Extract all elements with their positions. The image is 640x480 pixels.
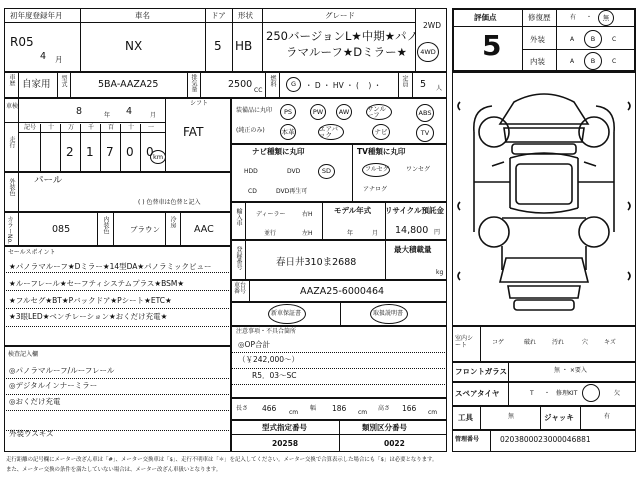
mileage-digit-1: 1 [86,145,94,159]
model-code: 5BA-AAZA25 [98,79,159,90]
ac: AAC [194,224,214,235]
chassis-label: 車台番号 [234,282,247,295]
ext-grade-label: 外装 [530,35,545,44]
plate-number: 春日井310ま2688 [276,257,357,268]
mileage-unit-0: 記号 [24,124,37,131]
recycle-label: リサイクル預託金 [385,206,444,215]
mileage-unit-2: 万 [68,124,75,131]
mileage-unit-5: 十 [128,124,135,131]
equip-aw: AW [336,104,352,120]
model-year-month: 月 [372,230,379,237]
width: 186 [332,404,347,413]
fuel-g-circled: G [286,77,301,92]
car-usage: 自家用 [22,79,51,90]
sheet-scratch: キズ [604,339,616,346]
import-right: 右H [302,211,313,218]
grade-line2: ラマルーフ★Dミラー★ [286,45,407,59]
score-label: 評価点 [474,13,497,22]
notes-line-0: ◎OP合計 [238,340,270,349]
fuel-options: ・ D ・ HV ・ ( ) ・ [305,81,382,90]
length-unit: cm [289,409,299,416]
spare-kit: 修理KIT [556,390,578,397]
interior-color: ブラウン [130,225,160,234]
sales-line-2: ★フルセグ★BT★Pバックドア★Pシート★ETC★ [9,296,172,305]
shift: FAT [183,125,204,139]
tv-analog: アナログ [363,186,388,193]
recycle-amount: 14,800 [395,225,429,236]
car-diagram [452,72,636,326]
inspector-line-0: ◎パノラマルーフ/ルーフレール [9,366,115,375]
footer-line2: また、メーター交換の条件を満たしていない場合は、メーター改ざん車扱いとなります。 [6,467,222,473]
sheet-hole: 穴 [582,339,589,346]
notes-line-2: R5．03～SC [252,371,297,380]
sales-line-0: ★パノラマルーフ★Dミラー★14型DA★パノラミックビュー [9,262,212,271]
ext-a: A [570,36,575,43]
mileage-digit-0: 2 [66,145,74,159]
spare-label: スペアタイヤ [455,389,500,398]
inspection-month-unit: 月 [150,112,157,119]
repair-label: 修復歴 [528,13,551,22]
shift-label: シフト [190,100,209,107]
import-parallel: 並行 [264,230,277,237]
ext-c: C [612,36,617,43]
tv-oneseg: ワンセグ [406,166,431,173]
mileage-unit-3: 千 [88,124,95,131]
mgmt-number: 0203800023000046881 [500,435,591,444]
int-grade-label: 内装 [530,57,545,66]
spare-kit-circled [582,384,600,402]
car-name: NX [125,39,143,53]
length-label: 長さ [236,405,249,412]
sheet-stain: 汚れ [552,339,565,346]
capacity-unit: 人 [436,85,443,92]
exterior-color: パール [34,175,63,186]
color-code-label: カラーNo. [6,216,13,244]
tv-label: TV種類に丸印 [357,147,406,156]
jack-value: 有 [604,413,611,420]
equipment-label: 装備品に丸印 [236,107,273,114]
mileage-unit-4: 百 [108,124,115,131]
equip-leather: 本革 [280,124,296,140]
int-a: A [570,58,575,65]
mileage-digit-3: 0 [126,145,134,159]
spare-missing: 欠 [614,390,621,397]
sales-line-3: ★3眼LED★ベンチレーション★おくだけ充電★ [9,312,168,321]
grade-label: グレード [325,11,355,20]
inspection-year: 8 [76,106,83,117]
interior-color-label: 内装色 [102,216,109,234]
sales-line-1: ★ルーフレール★セーフティシステムプラス★BSM★ [9,279,185,288]
sheet-tear: 破れ [524,339,537,346]
sheet-burn: コゲ [492,339,505,346]
inspection-label: 車検 [6,103,19,110]
notes-label: 注意事項・不具合箇所 [236,328,297,335]
equip-abs: ABS [416,104,434,122]
mileage-digit-2: 7 [106,145,114,159]
inspector-line-1: ◎デジタルインナーミラー [9,381,98,390]
interior-sheet-label: 室内シート [455,335,474,350]
navi-dvd: DVD [287,168,301,175]
length: 466 [262,404,277,413]
equip-navi: ナビ [372,124,390,140]
height-unit: cm [428,409,438,416]
equip-tv: TV [416,124,434,142]
max-load-label: 最大積載量 [394,245,432,254]
car-usage-label: 車歴 [8,74,15,86]
footer-line1: 走行距離の記号欄にメーター改ざん車は「#」、メーター交換車は「$」、走行不明車は「＊」を記入してください。メーター交換で合算表示した場合にも「$」は必要となります。 [6,457,438,463]
reg-month-unit: 月 [55,55,63,64]
reg-month: 4 [40,51,47,62]
displacement: 2500 [228,79,253,90]
repair-no-circled: 無 [598,10,614,26]
model-year-year: 年 [347,230,354,237]
capacity-label: 定員 [401,75,408,87]
equipment-sub: (純正のみ) [236,127,265,134]
name-label: 車名 [135,11,150,20]
tv-fullseg: フルセグ [365,166,389,173]
four-wd-circled: 4WD [417,42,439,62]
inspector-exterior: 外装ウスキズ [9,429,54,438]
mileage-digit-4: 0 [146,145,154,159]
designation-label: 型式指定番号 [262,423,307,432]
reg-year-label: 初年度登録年月 [10,11,63,20]
grade-line1: 250バージョンL★中期★パノ [266,29,419,43]
import-left: 左H [302,230,313,237]
km-circled: km [150,150,166,164]
navi-hdd: HDD [244,168,258,175]
height: 166 [402,404,417,413]
spare-sep1: ・ [544,390,551,397]
shape: HB [235,39,253,53]
navi-cd: CD [248,188,257,195]
class-label: 類別区分番号 [362,423,407,432]
mileage-unit-1: 十 [48,124,55,131]
equip-sunroof: サンルーフ [366,104,392,120]
height-label: 高さ [378,405,391,412]
tools-value: 無 [508,413,515,420]
ac-label: 冷房 [169,216,176,228]
jack-label: ジャッキ [544,413,574,422]
inspection-year-unit: 年 [104,112,111,119]
tools-label: 工具 [458,413,473,422]
navi-label: ナビ種類に丸印 [252,147,305,156]
mgmt-label: 管理番号 [455,436,480,443]
navi-dvd-play: DVD再生可 [276,188,308,195]
doors: 5 [214,39,222,53]
spare-t: T [530,390,534,397]
inspection-month: 4 [126,106,133,117]
cc-unit: CC [254,87,263,94]
repair-yes: 有 [570,14,577,21]
new-car: 新車保証書 [271,310,302,317]
inspector-label: 検査記入欄 [8,351,39,358]
manual: 取扱説明書 [373,310,404,317]
two-wd: 2WD [423,21,441,30]
mileage-unit-6: 一 [148,124,155,131]
model-year-label: モデル年式 [334,206,372,215]
class-value: 0022 [384,439,405,448]
model-label: 型式 [60,75,67,87]
capacity: 5 [420,79,427,90]
sales-points-label: セールスポイント [8,249,56,256]
door-label: ドア [211,11,226,20]
plate-label: 登録番号 [235,246,242,270]
exterior-note: ( ) 色替車は色替と記入 [138,199,201,206]
chassis-number: AAZA25-6000464 [300,286,385,297]
navi-sd-circled: SD [318,164,335,179]
equip-airbag: エアバック [318,124,344,140]
equip-ps: PS [280,104,296,120]
int-c: C [612,58,617,65]
int-b-circled: B [584,52,602,70]
front-glass-label: フロントガラス [455,367,508,376]
designation-value: 20258 [272,439,299,448]
recycle-unit: 円 [434,229,441,236]
inspector-line-2: ◎おくだけ充電 [9,397,61,406]
color-code: 085 [52,224,71,235]
shape-label: 形状 [238,11,253,20]
width-label: 幅 [310,405,317,412]
records-block [231,302,447,326]
notes-line-1: （￥242,000～） [238,355,300,364]
repair-sep: ・ [586,14,593,21]
ext-b-circled: B [584,30,602,48]
import-dealer: ディーラー [256,211,286,218]
mileage-label: 走行 [8,136,15,148]
fuel-label: 燃料 [269,75,276,87]
width-unit: cm [358,409,368,416]
disp-label: 排気量 [190,74,197,92]
exterior-label: 外装色 [8,178,15,196]
front-glass-options: 無 ・ ×要入 [554,367,587,374]
max-load-kg: kg [436,269,444,276]
reg-year: R05 [10,35,34,49]
import-label: 輸入車 [235,208,242,226]
equip-pw: PW [310,104,326,120]
score: 5 [482,29,502,62]
